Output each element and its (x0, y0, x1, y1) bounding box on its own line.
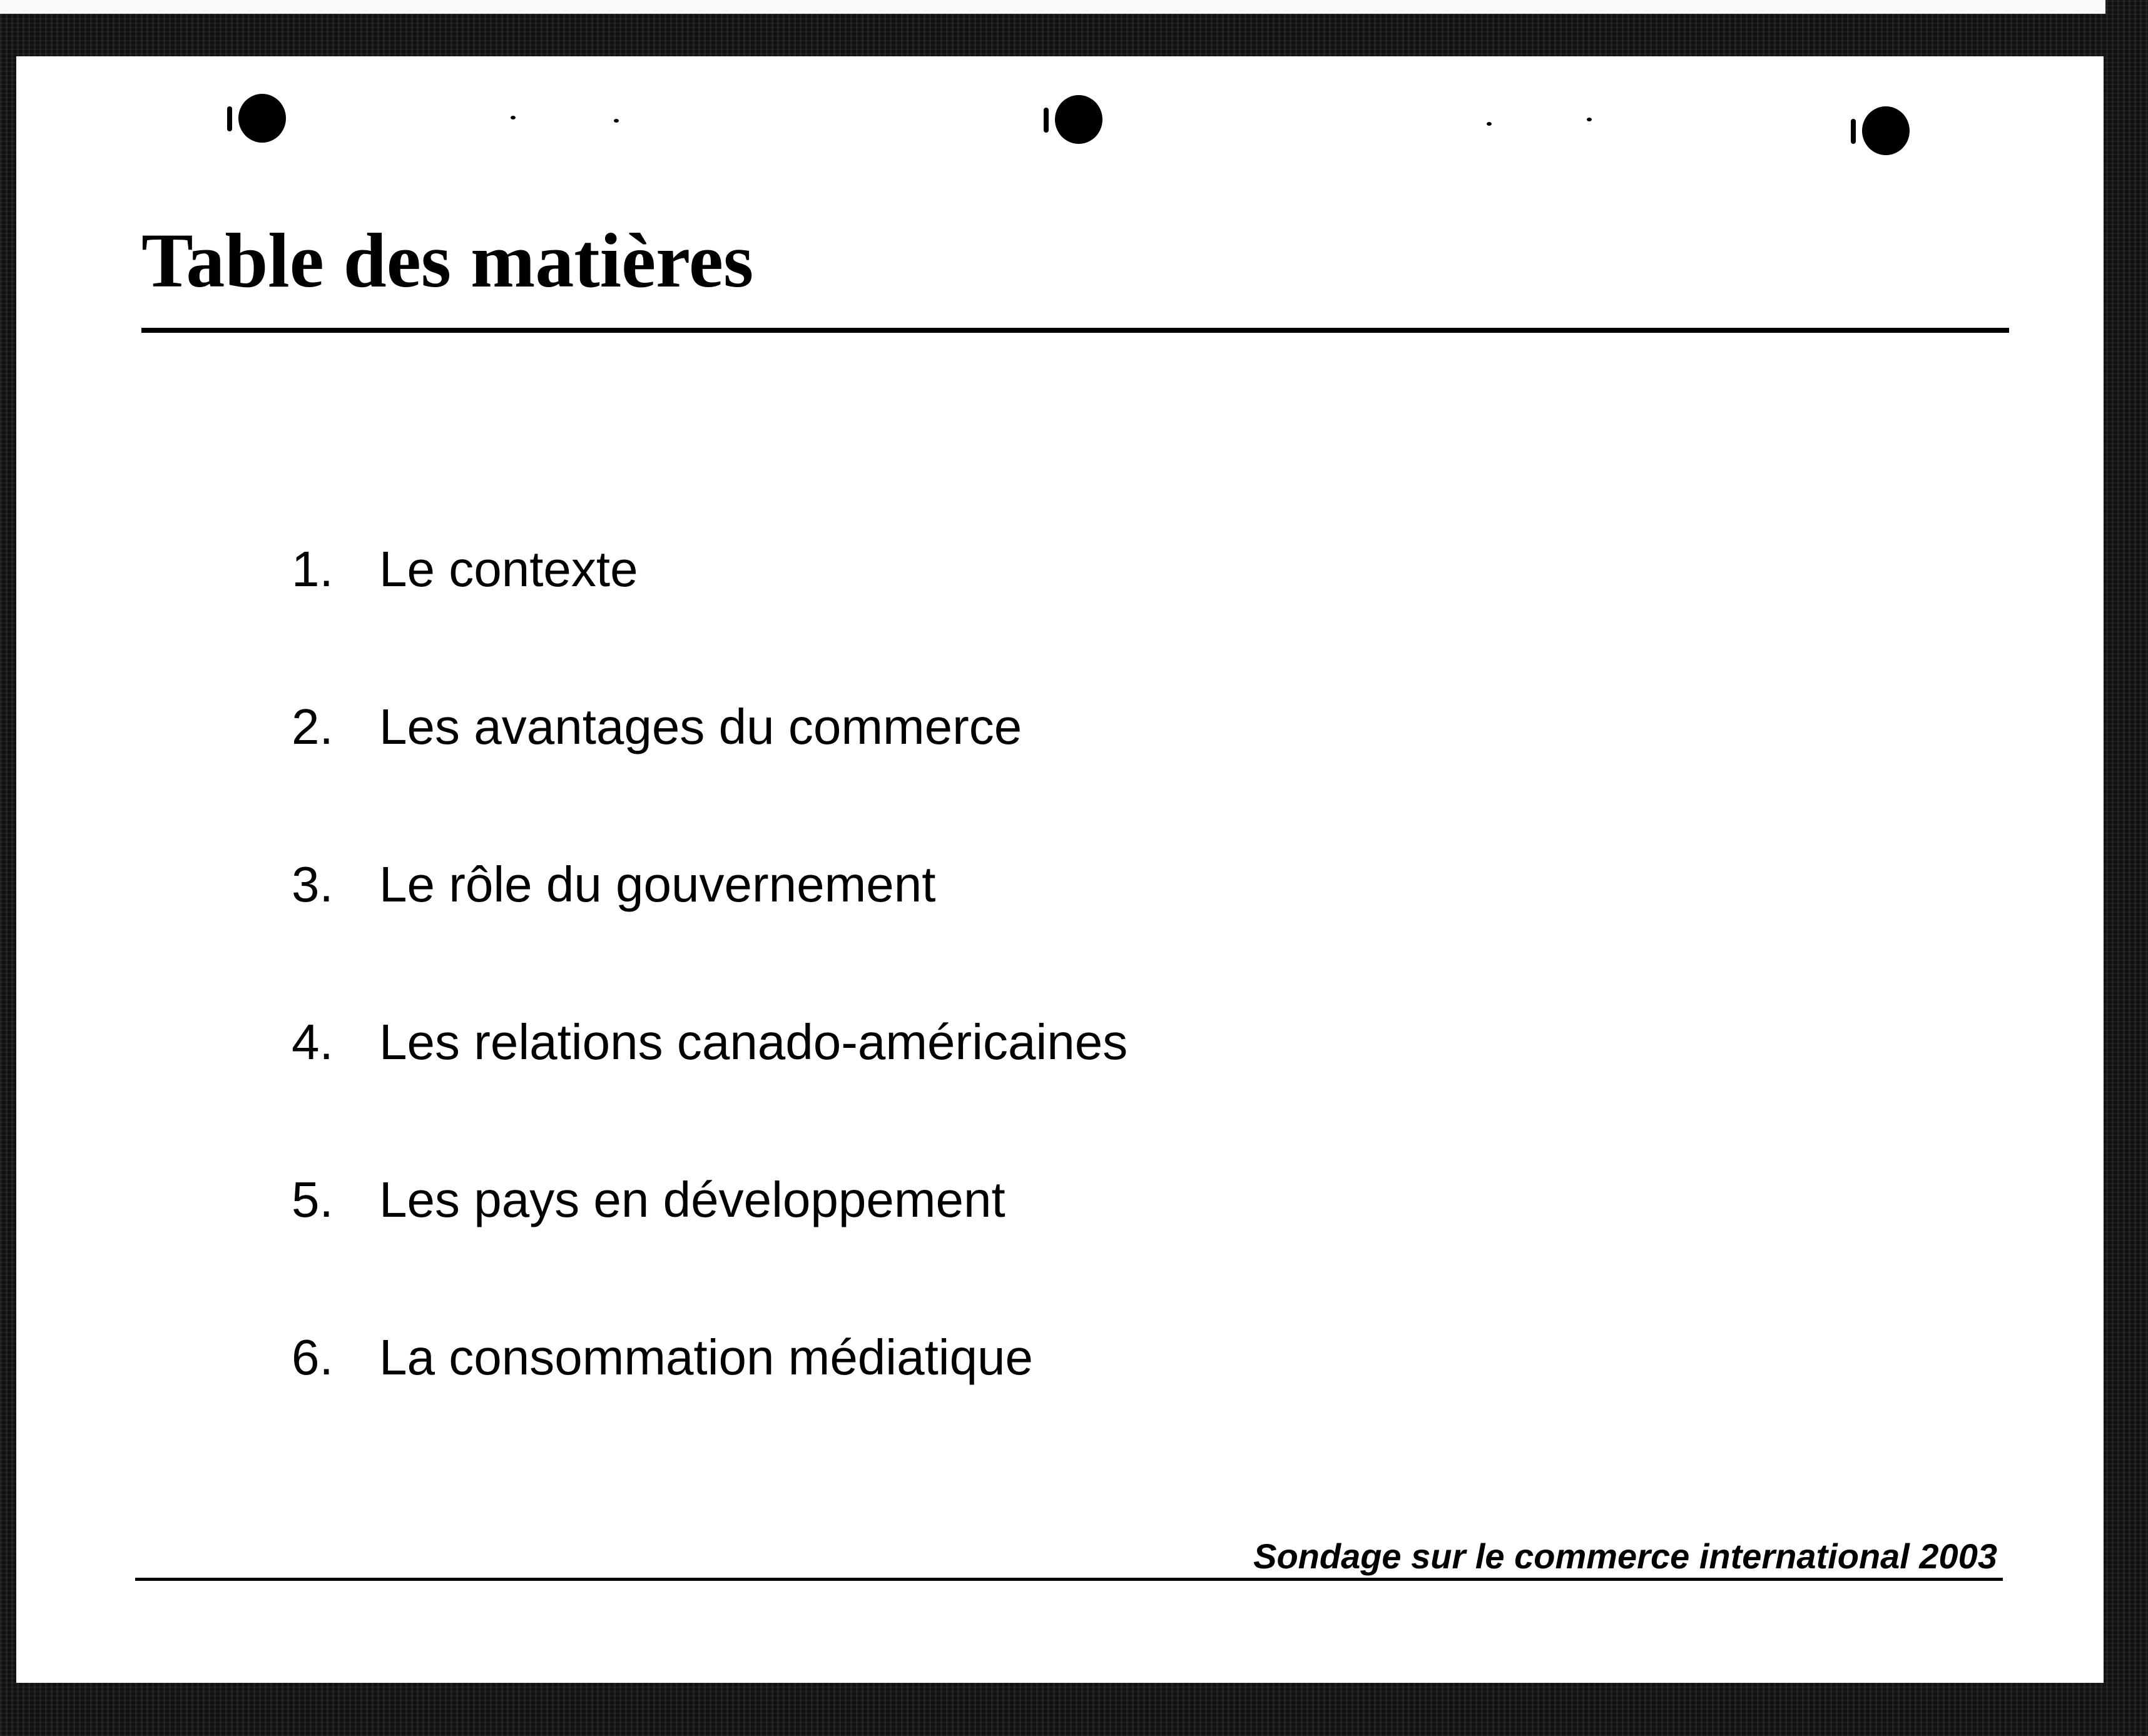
toc-item-number: 5. (292, 1172, 333, 1227)
toc-item-label: Le rôle du gouvernement (379, 856, 936, 912)
toc-item-label: Le contexte (379, 541, 638, 597)
footer-survey-title: Sondage sur le commerce international 2003 (1253, 1536, 1997, 1576)
toc-item-label: Les relations canado-américaines (379, 1014, 1128, 1070)
page-title: Table des matières (141, 218, 754, 303)
title-underline (141, 328, 2009, 333)
footer-rule (135, 1578, 2003, 1581)
toc-item-number: 4. (292, 1014, 333, 1070)
toc-item-label: Les avantages du commerce (379, 699, 1022, 754)
scan-speck (614, 119, 619, 123)
document-page (16, 56, 2104, 1683)
toc-item-number: 3. (292, 856, 333, 912)
scan-speck (1487, 122, 1492, 126)
toc-item-label: Les pays en développement (379, 1172, 1005, 1227)
scan-speck (1587, 118, 1592, 121)
binder-hole-center (1055, 95, 1102, 144)
binder-hole-left (238, 94, 286, 143)
toc-item-label: La consommation médiatique (379, 1329, 1034, 1385)
scan-speck (511, 116, 516, 119)
previous-page-edge (0, 0, 2105, 14)
toc-item-number: 1. (292, 541, 333, 597)
binder-hole-right (1862, 106, 1910, 155)
toc-item-number: 6. (292, 1329, 333, 1385)
toc-item-number: 2. (292, 699, 333, 754)
